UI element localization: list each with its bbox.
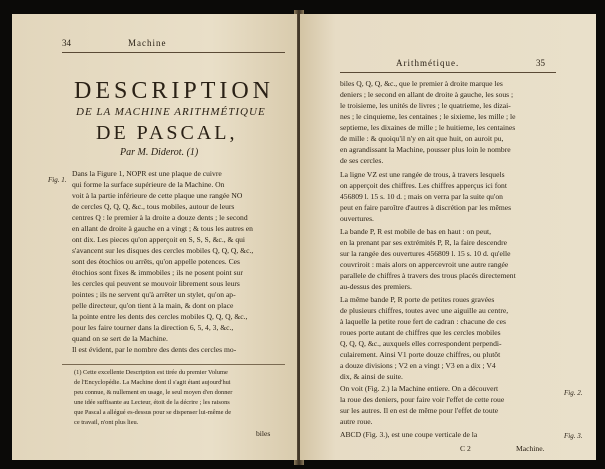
text-line: on apperçoit des chiffres. Les chiffres apperçus ici font <box>340 181 507 190</box>
text-line: les cercles qui peuvent se mouvoir librement sous leurs <box>72 279 240 288</box>
text-line: 456809 l. 15 s. 10 d. ; mais on verra par la suite qu'on <box>340 192 503 201</box>
text-line: étochios sont fixes & immobiles ; ils ne posent point sur <box>72 268 243 277</box>
text-line: Q, Q, Q, &c., auxquels elles correspondent perpendi- <box>340 339 502 348</box>
text-line: de cercles Q, Q, Q, &c., tous mobiles, autour de leurs <box>72 202 235 211</box>
text-line: à laquelle la petite roue fert de cadran : chacune de ces <box>340 317 506 326</box>
text-line: Dans la Figure 1, NOPR est une plaque de cuivre <box>72 169 222 178</box>
text-line: sur les autres. Il en est de même pour l'effet de toute <box>340 406 499 415</box>
text-line: en allant de droite à gauche en a vingt ; & tous les autres en <box>72 224 253 233</box>
text-line: quand on se sert de la Machine. <box>72 334 168 343</box>
text-line: pour les faire tourner dans la direction 6, 5, 4, 3, &c., <box>72 323 234 332</box>
text-line: qui forme la surface supérieure de la Machine. On <box>72 180 225 189</box>
text-line: La bande P, R est mobile de bas en haut : on peut, <box>340 227 491 236</box>
signature-mark: C 2 <box>460 444 471 453</box>
text-line: voit à la partie inférieure de cette plaque une rangée NO <box>72 191 243 200</box>
text-line: de ses cercles. <box>340 156 384 165</box>
text-line: parallele de chiffres à travers des trous placés directement <box>340 271 516 280</box>
text-line: pointes ; ils ne servent qu'à arrêter un stylet, qu'on ap- <box>72 290 236 299</box>
footnote-line: peu connue, & nullement en usage, le seul moyen d'en donner <box>74 389 233 396</box>
text-line: s'avancent sur les disques des cercles mobiles Q, Q, Q, &c., <box>72 246 254 255</box>
text-line: dix, & ainsi de suite. <box>340 372 403 381</box>
text-line: pelle directeur, qu'on tient à la main, & dont on place <box>72 301 234 310</box>
text-line: en agrandissant la Machine, pousser plus loin le nombre <box>340 145 511 154</box>
title-line-3: DE PASCAL, <box>96 122 238 144</box>
footnote-rule <box>62 364 285 365</box>
title-line-1: DESCRIPTION <box>74 78 275 104</box>
text-line: ont dix. Les pieces qu'on apperçoit en S, S, S, &c., & qui <box>72 235 246 244</box>
page-number: 35 <box>536 58 545 68</box>
text-line: biles Q, Q, Q, &c., que le premier à droite marque les <box>340 79 503 88</box>
text-line: On voit (Fig. 2.) la Machine entiere. On a découvert <box>340 384 499 393</box>
text-line: en la prenant par ses extrémités P, R, la faire descendre <box>340 238 507 247</box>
footnote-line: (1) Cette excellente Description est tirée du premier Volume <box>74 369 228 376</box>
margin-label: Fig. 2. <box>564 389 583 397</box>
running-head: Arithmétique. <box>396 58 460 68</box>
text-line: de mille : & quoiqu'il n'y en ait que huit, on auroit pu, <box>340 134 504 143</box>
text-line: La ligne VZ est une rangée de trous, à travers lesquels <box>340 170 505 179</box>
text-line: sur la rangée des ouvertures 456809 l. 15 s. 10 d. qu'elle <box>340 249 511 258</box>
text-line: couvriroit : mais alors on appercevroit une autre rangée <box>340 260 509 269</box>
text-line: la pointe entre les dents des cercles mobiles Q, Q, Q, &c., <box>72 312 248 321</box>
footnote-line: de l'Encyclopédie. La Machine dont il s'agit étant aujourd'hui <box>74 379 231 386</box>
text-line: sont des étochios ou arrêts, qu'on appelle potences. Ces <box>72 257 240 266</box>
text-line: culairement. Ainsi V1 porte douze chiffres, ou plutôt <box>340 350 501 359</box>
footnote-line: une idée suffisante au Lecteur, étoit de la décrire ; les raisons <box>74 399 230 406</box>
left-page <box>12 14 297 460</box>
text-line: de plusieurs chiffres, toutes avec une aiguille au centre, <box>340 306 509 315</box>
text-line: La même bande P, R porte de petites roues gravées <box>340 295 495 304</box>
text-line: le troisieme, les unités de livres ; le quatrieme, les dizai- <box>340 101 511 110</box>
text-line: deniers ; le second en allant de droite à gauche, les sous ; <box>340 90 514 99</box>
text-line: nes ; le cinquieme, les centaines ; le sixieme, les mille ; le <box>340 112 516 121</box>
page-number: 34 <box>62 38 71 48</box>
text-line: roues porte autant de chiffres que les cercles mobiles <box>340 328 501 337</box>
margin-label: Fig. 3. <box>564 432 583 440</box>
running-head: Machine <box>128 38 167 48</box>
title-line-2: DE LA MACHINE ARITHMÉTIQUE <box>76 106 266 118</box>
text-line: peut en faire paroître d'autres à discrétion par les mêmes <box>340 203 512 212</box>
text-line: la roue des deniers, pour faire voir l'effet de cette roue <box>340 395 505 404</box>
catchword: Machine. <box>516 444 545 453</box>
footnote-line: que Pascal a allégué es-dessus pour se dispenser lui-même de <box>74 409 232 416</box>
text-line: septieme, les dixaines de mille ; le huitieme, les centaines <box>340 123 516 132</box>
margin-label: Fig. 1. <box>48 176 67 184</box>
author-line: Par M. Diderot. (1) <box>120 147 199 158</box>
right-page <box>300 14 596 460</box>
text-line: a douze divisions ; V2 en a vingt ; V3 en a dix ; V4 <box>340 361 496 370</box>
catchword: biles <box>256 429 271 438</box>
text-line: ouvertures. <box>340 214 374 223</box>
text-line: Il est évident, par le nombre des dents des cercles mo- <box>72 345 237 354</box>
footnote-line: ce travail, n'ont plus lieu. <box>74 419 139 426</box>
text-line: centres Q : le premier à la droite a douze dents ; le second <box>72 213 248 222</box>
text-line: ABCD (Fig. 3.), est une coupe verticale de la <box>340 430 478 439</box>
header-rule <box>340 72 556 73</box>
text-line: autre roue. <box>340 417 373 426</box>
header-rule <box>62 52 285 53</box>
text-line: au-dessus des premiers. <box>340 282 412 291</box>
